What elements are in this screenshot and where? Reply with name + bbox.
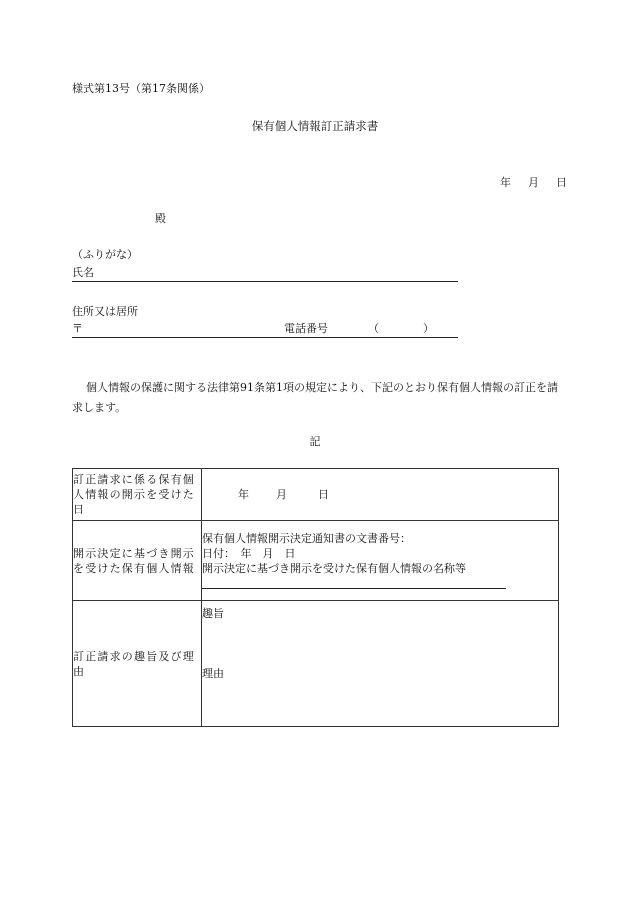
reason-label: 理由 <box>202 667 224 680</box>
correction-field[interactable] <box>202 601 559 727</box>
disclosed-info-label: 開示決定に基づき開示を受けた保有個人情報 <box>73 521 202 601</box>
disclosed-info-name-label: 開示決定に基づき開示を受けた保有個人情報の名称等 <box>202 562 466 575</box>
table-row-disclosure-date <box>73 469 559 521</box>
address-field[interactable] <box>72 322 458 338</box>
document-title: 保有個人情報訂正請求書 <box>251 119 379 133</box>
request-details-table <box>72 468 559 727</box>
table-row-disclosed-info <box>73 521 559 601</box>
disclosure-month-label: 月 <box>276 488 288 501</box>
disclosure-date-field[interactable] <box>202 469 559 521</box>
notice-number-label: 保有個人情報開示決定通知書の文書番号： <box>202 532 411 545</box>
phone-field[interactable]: （ ） <box>368 322 434 335</box>
ki-heading: 記 <box>309 435 321 448</box>
correction-label: 訂正請求の趣旨及び理由 <box>73 601 202 727</box>
table-row-correction <box>73 601 559 727</box>
name-field[interactable] <box>72 266 458 282</box>
disclosed-info-field[interactable] <box>202 521 559 601</box>
postal-mark: 〒 <box>72 322 83 335</box>
notice-date-label: 日付： 年 月 日 <box>202 547 296 560</box>
disclosure-date-label: 訂正請求に係る保有個人情報の開示を受けた日 <box>73 469 202 521</box>
address-label: 住所又は居所 <box>72 305 138 318</box>
disclosed-info-name-line <box>202 588 506 589</box>
furigana-label: （ふりがな） <box>72 248 138 261</box>
phone-label: 電話番号 <box>284 322 328 335</box>
date-month-label: 月 <box>528 176 540 189</box>
disclosure-day-label: 日 <box>318 488 330 501</box>
request-date <box>500 176 568 189</box>
form-number: 様式第13号（第17条関係） <box>72 82 210 95</box>
purpose-label: 趣旨 <box>202 607 224 620</box>
date-day-label: 日 <box>556 176 568 189</box>
name-label: 氏名 <box>72 266 94 279</box>
request-statement: 個人情報の保護に関する法律第91条第1項の規定により、下記のとおり保有個人情報の訂正を請求します。 <box>72 381 558 414</box>
disclosure-year-label: 年 <box>238 488 250 501</box>
addressee-suffix: 殿 <box>155 212 166 225</box>
date-year-label: 年 <box>500 176 512 189</box>
